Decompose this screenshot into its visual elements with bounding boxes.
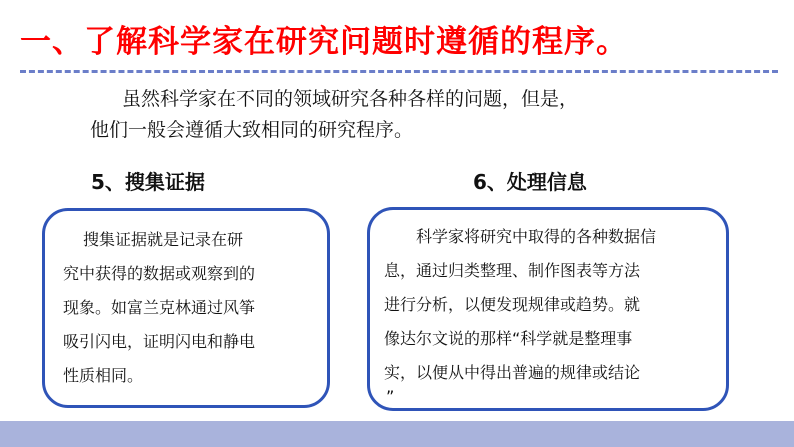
text-line: 现象。如富兰克林通过风筝 <box>63 298 256 317</box>
text-line: 进行分析，以便发现规律或趋势。就 <box>384 295 641 314</box>
text-line: 息，通过归类整理、制作图表等方法 <box>384 261 641 280</box>
dashed-divider <box>20 70 778 73</box>
intro-line-2: 他们一般会遵循大致相同的研究程序。 <box>90 119 414 141</box>
text-line: 性质相同。 <box>63 366 144 385</box>
collect-evidence-text <box>63 223 321 393</box>
text-line: 吸引闪电，证明闪电和静电 <box>63 332 256 351</box>
text-line: ” <box>386 387 395 406</box>
text-line: 实，以便从中得出普遍的规律或结论 <box>384 363 641 382</box>
section-heading-collect-evidence: 5、搜集证据 <box>91 170 205 194</box>
text-line: 究中获得的数据或观察到的 <box>63 264 256 283</box>
collect-evidence-box <box>42 208 330 408</box>
bottom-bar <box>0 421 794 447</box>
text-line: 科学家将研究中取得的各种数据信 <box>416 227 657 246</box>
slide-title: 一、了解科学家在研究问题时遵循的程序。 <box>20 24 628 60</box>
section-heading-process-info: 6、处理信息 <box>473 170 587 194</box>
process-info-text <box>384 220 718 404</box>
process-info-box <box>367 207 729 411</box>
intro-paragraph <box>90 84 730 146</box>
intro-line-1: 虽然科学家在不同的领域研究各种各样的问题，但是， <box>122 88 579 110</box>
text-line: 像达尔文说的那样“科学就是整理事 <box>384 329 633 348</box>
text-line: 搜集证据就是记录在研 <box>83 230 244 249</box>
